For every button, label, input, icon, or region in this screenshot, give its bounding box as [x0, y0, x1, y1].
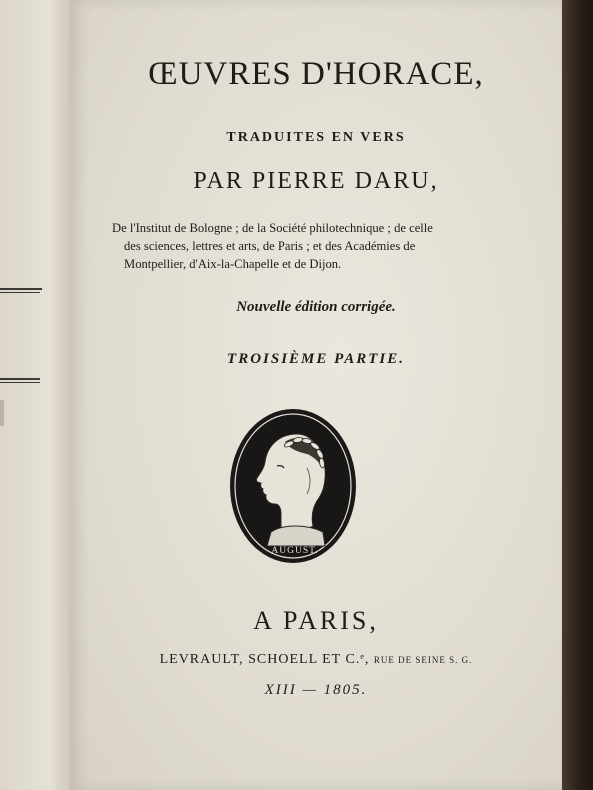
title-page [70, 0, 562, 790]
left-page-rule [0, 378, 40, 380]
book-edge [560, 0, 593, 790]
augustus-medallion [227, 406, 359, 566]
edition-note: Nouvelle édition corrigée. [236, 299, 396, 315]
author-line: PAR PIERRE DARU, [193, 168, 439, 194]
publisher-line [70, 652, 562, 668]
author-affiliations [112, 219, 482, 273]
left-page-rule [0, 382, 40, 383]
volume-part: TROISIÈME PARTIE. [227, 351, 405, 367]
left-page-mark [0, 400, 4, 426]
imprint-city: A PARIS, [253, 606, 379, 635]
medallion-inscription: AUGUST. [271, 546, 319, 556]
publisher-name: LEVRAULT, SCHOELL ET C.ᵉ, [159, 652, 370, 667]
left-facing-page [0, 0, 70, 790]
affiliation-line: des sciences, lettres et arts, de Paris ; et des Académies de [124, 239, 416, 253]
left-page-rule [0, 288, 42, 290]
affiliation-line: De l'Institut de Bologne ; de la Société philotechnique ; de celle [112, 221, 433, 235]
translated-line: TRADUITES EN VERS [226, 130, 406, 145]
book-title: ŒUVRES D'HORACE, [148, 56, 484, 92]
affiliation-line: Montpellier, d'Aix-la-Chapelle et de Dijon. [124, 257, 342, 271]
publication-date: XIII — 1805. [264, 682, 368, 698]
publisher-address: RUE DE SEINE S. G. [373, 655, 473, 665]
left-page-rule [0, 292, 40, 293]
